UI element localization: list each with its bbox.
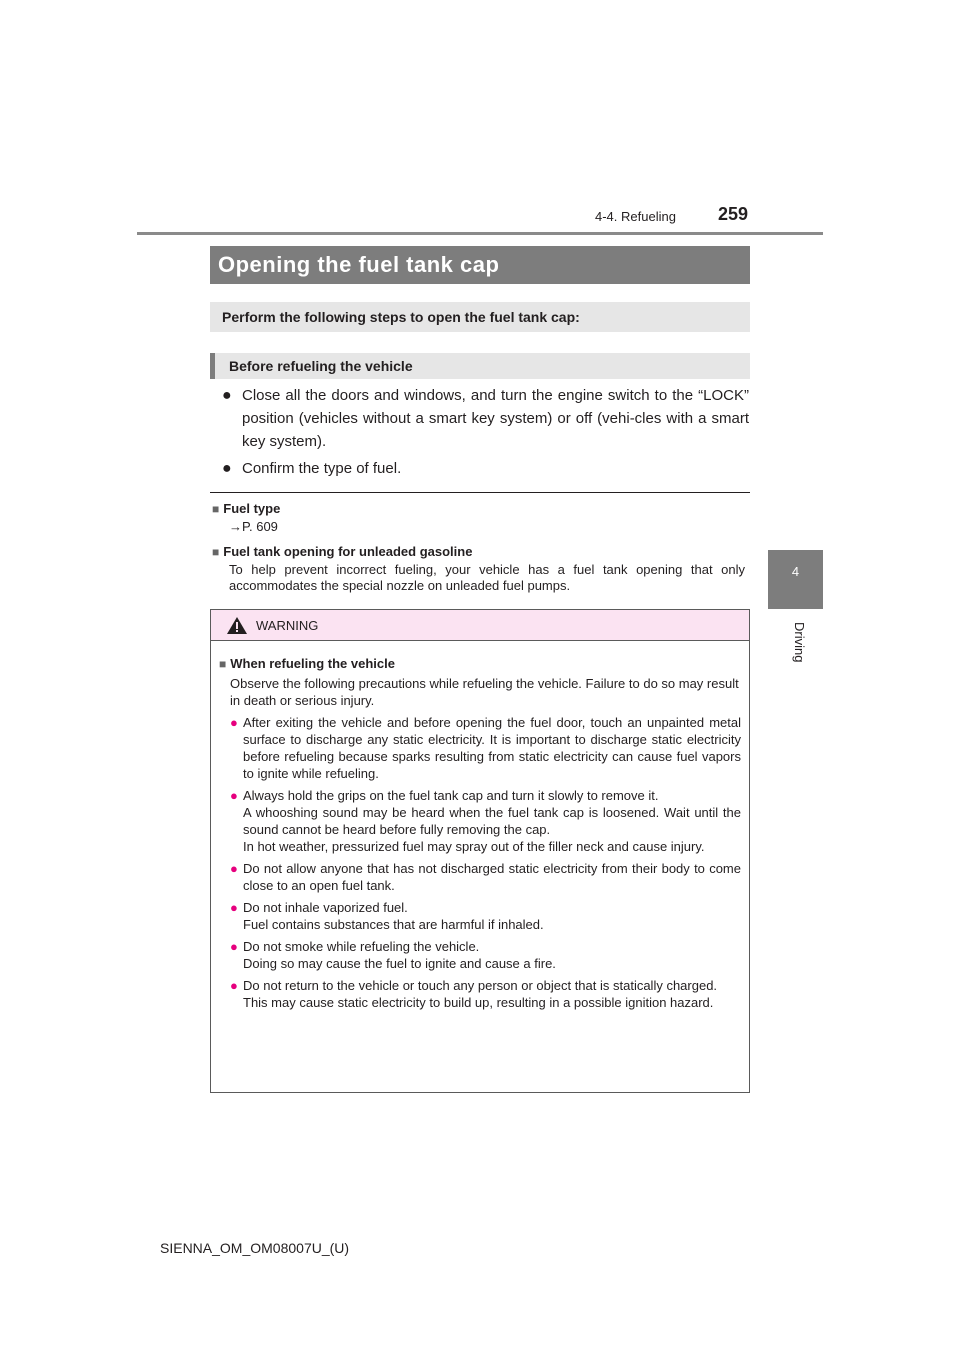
list-item — [219, 899, 741, 933]
list-item — [222, 457, 749, 480]
bullet-text: Confirm the type of fuel. — [242, 460, 402, 477]
subsection-heading: Before refueling the vehicle — [210, 353, 750, 379]
square-icon: ■ — [219, 657, 227, 671]
bullet-text: Close all the doors and windows, and turn the engine switch to the “LOCK” position (vehicles without a smart key system) or off (vehi-cles with a smart key system). — [242, 387, 749, 450]
warning-box — [210, 609, 750, 1093]
warning-text: Always hold the grips on the fuel tank cap and turn it slowly to remove it. — [243, 788, 659, 803]
intro-text: Perform the following steps to open the fuel tank cap: — [210, 302, 750, 332]
list-item — [219, 860, 741, 894]
square-icon: ■ — [212, 502, 220, 516]
chapter-tab[interactable]: 4 — [768, 550, 823, 609]
list-item — [219, 938, 741, 972]
warning-icon — [227, 617, 247, 634]
divider — [210, 492, 750, 493]
bullet-icon: ● — [222, 387, 232, 404]
list-item — [219, 714, 741, 782]
warning-text: Do not smoke while refueling the vehicle. — [243, 939, 480, 954]
bullet-icon: ● — [230, 715, 238, 730]
list-item — [219, 977, 741, 1011]
warning-heading: When refueling the vehicle — [230, 656, 395, 671]
note-fuel-type — [212, 501, 749, 535]
note-link[interactable]: →P. 609 — [229, 519, 278, 534]
chapter-label: Driving — [792, 622, 807, 663]
section-reference: 4-4. Refueling — [595, 209, 676, 224]
bullet-icon: ● — [230, 939, 238, 954]
page-title: Opening the fuel tank cap — [210, 246, 750, 284]
warning-text: Fuel contains substances that are harmful if inhaled. — [243, 917, 544, 932]
warning-text: Doing so may cause the fuel to ignite and cause a fire. — [243, 956, 556, 971]
warning-text: Do not return to the vehicle or touch any person or object that is statically charged. — [243, 978, 718, 993]
bullet-icon: ● — [222, 460, 232, 477]
warning-intro: Observe the following precautions while refueling the vehicle. Failure to do so may result in death or serious injury. — [230, 676, 739, 708]
note-body: To help prevent incorrect fueling, your vehicle has a fuel tank opening that only accommodates the special nozzle on unleaded fuel pumps. — [229, 562, 745, 593]
bullet-icon: ● — [230, 861, 238, 876]
warning-label: WARNING — [256, 618, 319, 633]
bullet-icon: ● — [230, 788, 238, 803]
warning-header — [211, 610, 749, 641]
bullet-icon: ● — [230, 900, 238, 915]
square-icon: ■ — [212, 545, 220, 559]
page-number: 259 — [718, 204, 749, 224]
warning-content — [211, 641, 749, 1011]
warning-text: Do not inhale vaporized fuel. — [243, 900, 408, 915]
note-fuel-opening — [212, 544, 745, 594]
bullet-icon: ● — [230, 978, 238, 993]
list-item — [219, 787, 741, 855]
list-item — [222, 384, 749, 453]
warning-text: A whooshing sound may be heard when the fuel tank cap is loosened. Wait until the sound cannot be heard before fully removing the cap. — [243, 805, 741, 837]
footer-code: SIENNA_OM_OM08007U_(U) — [160, 1240, 350, 1256]
warning-text: After exiting the vehicle and before opening the fuel door, touch an unpainted metal surface to discharge any static electricity. It is important to discharge static electricity before refueling because sparks resulting from static electricity can cause fuel vapors to ignite while refueling. — [243, 715, 741, 781]
note-title: Fuel tank opening for unleaded gasoline — [223, 544, 473, 559]
warning-text: Do not allow anyone that has not discharged static electricity from their body to come close to an open fuel tank. — [243, 861, 741, 893]
header-rule — [137, 232, 823, 235]
warning-text: This may cause static electricity to build up, resulting in a possible ignition hazard. — [243, 995, 714, 1010]
warning-text: In hot weather, pressurized fuel may spray out of the filler neck and cause injury. — [243, 839, 705, 854]
note-title: Fuel type — [223, 501, 281, 516]
bullet-list — [222, 384, 749, 484]
